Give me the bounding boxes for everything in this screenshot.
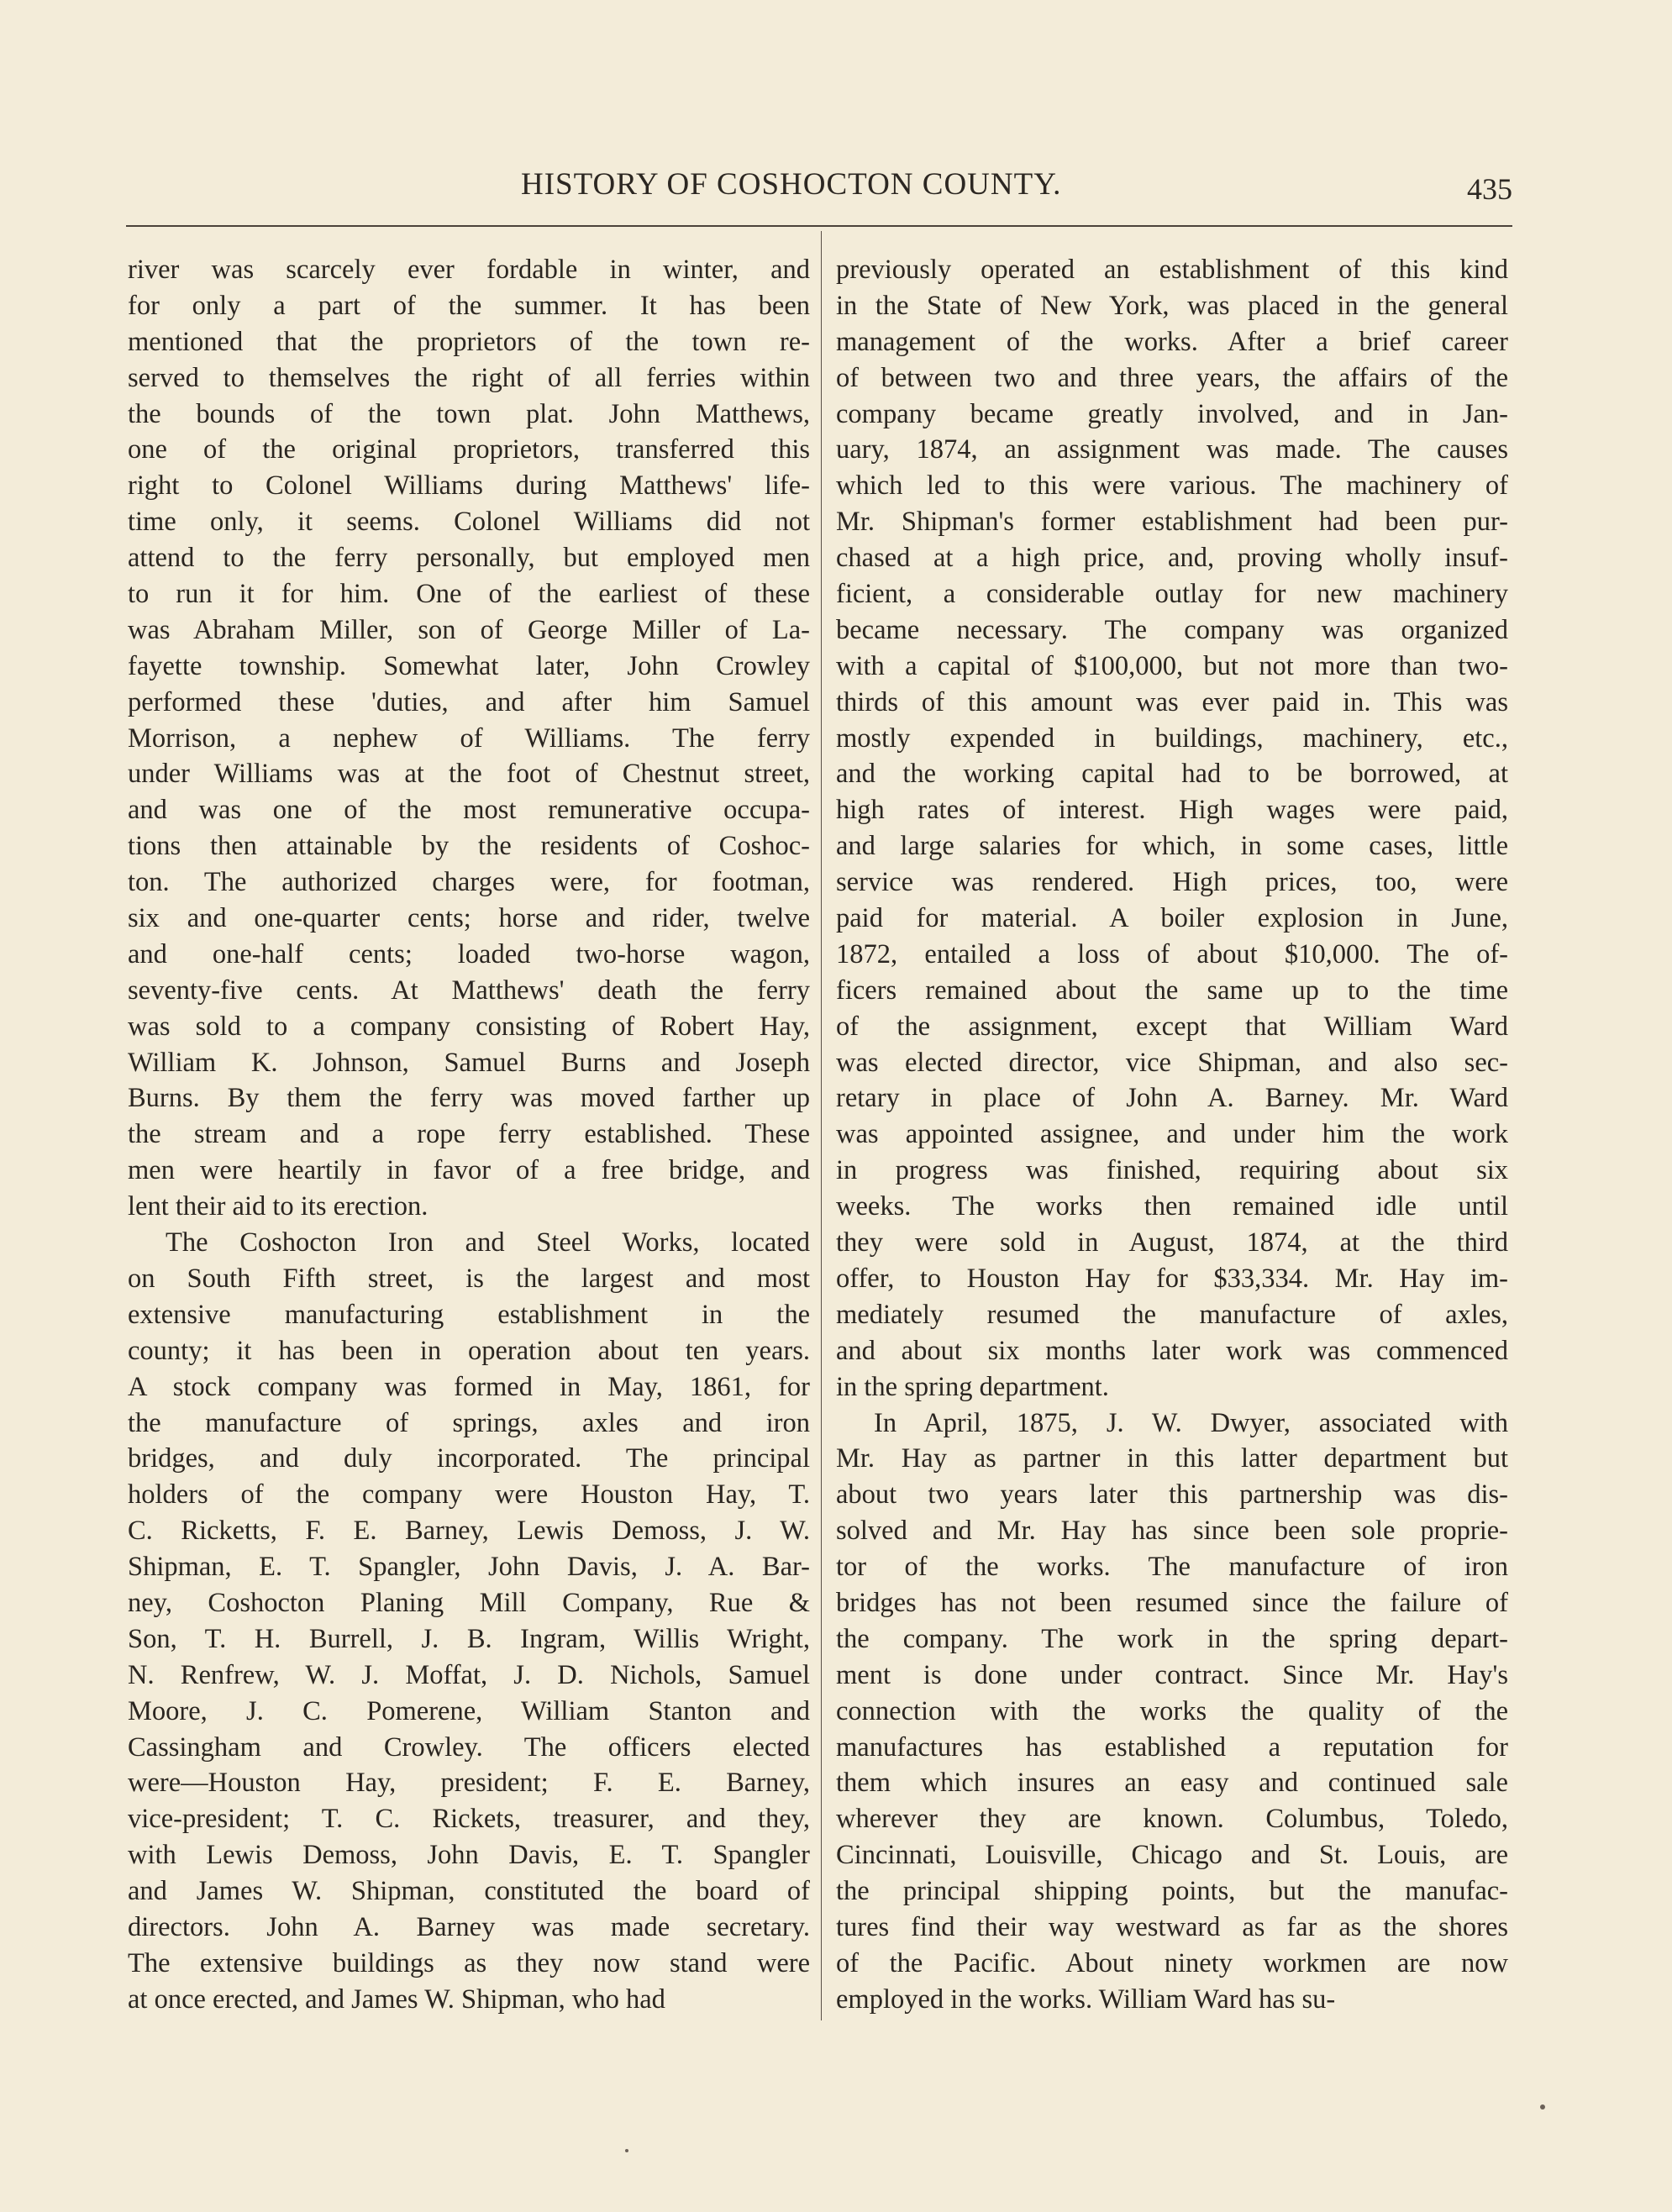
- text-line: attend to the ferry personally, but employed men: [128, 543, 810, 574]
- text-line: tions then attainable by the residents of Coshoc-: [128, 831, 810, 862]
- text-line: previously operated an establishment of this kind: [836, 255, 1508, 285]
- text-line: C. Ricketts, F. E. Barney, Lewis Demoss, J. W.: [128, 1516, 810, 1547]
- text-line: mostly expended in buildings, machinery, etc.,: [836, 722, 1508, 754]
- text-line: Cincinnati, Louisville, Chicago and St. Louis, are: [836, 1840, 1508, 1871]
- text-line: Shipman, E. T. Spangler, John Davis, J. A. Bar-: [128, 1552, 810, 1583]
- text-line: were—Houston Hay, president; F. E. Barney,: [128, 1768, 810, 1799]
- header-rule: [126, 225, 1512, 227]
- text-line: tures find their way westward as far as the shores: [836, 1911, 1508, 1942]
- text-line: six and one-quarter cents; horse and rider, twelve: [128, 903, 810, 934]
- text-line: the company. The work in the spring depart-: [836, 1623, 1508, 1654]
- text-line: company became greatly involved, and in Jan-: [836, 398, 1508, 429]
- text-line: in the State of New York, was placed in the general: [836, 290, 1508, 321]
- text-line: ton. The authorized charges were, for footman,: [128, 867, 810, 898]
- text-line: bridges, and duly incorporated. The principal: [128, 1443, 810, 1474]
- page-number: 435: [1467, 172, 1512, 206]
- text-line: employed in the works. William Ward has su-: [836, 1983, 1336, 2015]
- text-line: ment is done under contract. Since Mr. Hay's: [836, 1659, 1508, 1690]
- text-line: The Coshocton Iron and Steel Works, located: [166, 1227, 810, 1258]
- text-line: and one-half cents; loaded two-horse wagon,: [128, 938, 810, 969]
- text-line: directors. John A. Barney was made secretary.: [128, 1911, 810, 1942]
- text-line: Mr. Hay as partner in this latter department but: [836, 1443, 1508, 1474]
- text-line: N. Renfrew, W. J. Moffat, J. D. Nichols, Samuel: [128, 1659, 810, 1690]
- text-line: ficient, a considerable outlay for new machinery: [836, 579, 1508, 610]
- text-line: with Lewis Demoss, John Davis, E. T. Spangler: [128, 1840, 810, 1871]
- text-line: performed these 'duties, and after him Samuel: [128, 686, 810, 717]
- text-line: holders of the company were Houston Hay, T.: [128, 1479, 810, 1511]
- text-line: tor of the works. The manufacture of iron: [836, 1552, 1508, 1583]
- text-line: paid for material. A boiler explosion in June,: [836, 903, 1508, 934]
- text-line: the manufacture of springs, axles and iron: [128, 1407, 810, 1438]
- running-title: HISTORY OF COSHOCTON COUNTY.: [521, 167, 1062, 202]
- left-column: [128, 252, 810, 2018]
- text-line: thirds of this amount was ever paid in. This was: [836, 686, 1508, 717]
- text-line: Cassingham and Crowley. The officers elected: [128, 1731, 810, 1763]
- text-line: river was scarcely ever fordable in winter, and: [128, 255, 810, 285]
- text-line: William K. Johnson, Samuel Burns and Joseph: [128, 1047, 810, 1078]
- text-line: extensive manufacturing establishment in the: [128, 1299, 810, 1330]
- text-line: and large salaries for which, in some cases, little: [836, 831, 1508, 862]
- right-column: [836, 252, 1508, 2018]
- text-line: management of the works. After a brief career: [836, 326, 1508, 357]
- text-line: became necessary. The company was organized: [836, 614, 1508, 645]
- text-line: retary in place of John A. Barney. Mr. Ward: [836, 1083, 1508, 1114]
- text-line: served to themselves the right of all ferries within: [128, 362, 810, 393]
- text-line: the principal shipping points, but the manufac-: [836, 1876, 1508, 1907]
- text-line: Burns. By them the ferry was moved farther up: [128, 1083, 810, 1114]
- text-line: of between two and three years, the affairs of the: [836, 362, 1508, 393]
- text-line: time only, it seems. Colonel Williams did not: [128, 507, 810, 538]
- text-line: the stream and a rope ferry established. These: [128, 1119, 810, 1150]
- text-line: solved and Mr. Hay has since been sole proprie-: [836, 1516, 1508, 1547]
- text-line: high rates of interest. High wages were paid,: [836, 795, 1508, 826]
- text-line: was elected director, vice Shipman, and also sec-: [836, 1047, 1508, 1078]
- text-line: was sold to a company consisting of Robert Hay,: [128, 1011, 810, 1042]
- text-line: lent their aid to its erection.: [128, 1191, 429, 1222]
- text-line: at once erected, and James W. Shipman, who had: [128, 1983, 665, 2015]
- text-line: fayette township. Somewhat later, John Crowley: [128, 650, 810, 681]
- text-line: of the Pacific. About ninety workmen are now: [836, 1947, 1508, 1978]
- text-line: seventy-five cents. At Matthews' death the ferry: [128, 975, 810, 1006]
- text-line: chased at a high price, and, proving wholly insuf-: [836, 543, 1508, 574]
- text-line: Moore, J. C. Pomerene, William Stanton and: [128, 1695, 810, 1726]
- text-line: to run it for him. One of the earliest of these: [128, 579, 810, 610]
- text-line: mentioned that the proprietors of the town re-: [128, 326, 810, 357]
- text-line: was appointed assignee, and under him the work: [836, 1119, 1508, 1150]
- text-line: mediately resumed the manufacture of axles,: [836, 1299, 1508, 1330]
- text-line: in the spring department.: [836, 1371, 1109, 1402]
- text-line: was Abraham Miller, son of George Miller of La-: [128, 614, 810, 645]
- text-line: ficers remained about the same up to the time: [836, 975, 1508, 1006]
- text-line: Mr. Shipman's former establishment had been pur-: [836, 507, 1508, 538]
- text-line: ney, Coshocton Planing Mill Company, Rue &: [128, 1587, 810, 1618]
- text-line: which led to this were various. The machinery of: [836, 470, 1508, 502]
- text-line: on South Fifth street, is the largest and most: [128, 1263, 810, 1294]
- text-line: vice-president; T. C. Rickets, treasurer, and they,: [128, 1804, 810, 1835]
- running-header: [126, 166, 1512, 213]
- text-line: in progress was finished, requiring about six: [836, 1155, 1508, 1186]
- text-line: Son, T. H. Burrell, J. B. Ingram, Willis Wright,: [128, 1623, 810, 1654]
- text-line: and James W. Shipman, constituted the board of: [128, 1876, 810, 1907]
- text-line: county; it has been in operation about ten years.: [128, 1335, 810, 1366]
- text-line: one of the original proprietors, transferred this: [128, 434, 810, 465]
- text-line: service was rendered. High prices, too, were: [836, 867, 1508, 898]
- text-line: and about six months later work was commenced: [836, 1335, 1508, 1366]
- print-speck: [1540, 2104, 1545, 2110]
- text-line: and the working capital had to be borrowed, at: [836, 759, 1508, 790]
- print-speck: [625, 2149, 628, 2152]
- text-line: them which insures an easy and continued sale: [836, 1768, 1508, 1799]
- text-line: under Williams was at the foot of Chestnut street,: [128, 759, 810, 790]
- text-line: uary, 1874, an assignment was made. The causes: [836, 434, 1508, 465]
- text-line: they were sold in August, 1874, at the third: [836, 1227, 1508, 1258]
- text-line: In April, 1875, J. W. Dwyer, associated with: [874, 1407, 1508, 1438]
- text-line: 1872, entailed a loss of about $10,000. The of-: [836, 938, 1508, 969]
- text-line: connection with the works the quality of the: [836, 1695, 1508, 1726]
- text-line: about two years later this partnership was dis-: [836, 1479, 1508, 1511]
- text-line: manufactures has established a reputation for: [836, 1731, 1508, 1763]
- text-line: Morrison, a nephew of Williams. The ferry: [128, 722, 810, 754]
- text-line: right to Colonel Williams during Matthews' life-: [128, 470, 810, 502]
- text-line: of the assignment, except that William Ward: [836, 1011, 1508, 1042]
- text-line: weeks. The works then remained idle until: [836, 1191, 1508, 1222]
- text-line: wherever they are known. Columbus, Toledo,: [836, 1804, 1508, 1835]
- text-line: for only a part of the summer. It has been: [128, 290, 810, 321]
- column-divider: [821, 231, 822, 2020]
- text-line: bridges has not been resumed since the failure of: [836, 1587, 1508, 1618]
- text-line: A stock company was formed in May, 1861, for: [128, 1371, 810, 1402]
- text-line: The extensive buildings as they now stand were: [128, 1947, 810, 1978]
- text-line: with a capital of $100,000, but not more than two-: [836, 650, 1508, 681]
- text-line: and was one of the most remunerative occupa-: [128, 795, 810, 826]
- text-line: men were heartily in favor of a free bridge, and: [128, 1155, 810, 1186]
- text-line: offer, to Houston Hay for $33,334. Mr. Hay im-: [836, 1263, 1508, 1294]
- text-line: the bounds of the town plat. John Matthews,: [128, 398, 810, 429]
